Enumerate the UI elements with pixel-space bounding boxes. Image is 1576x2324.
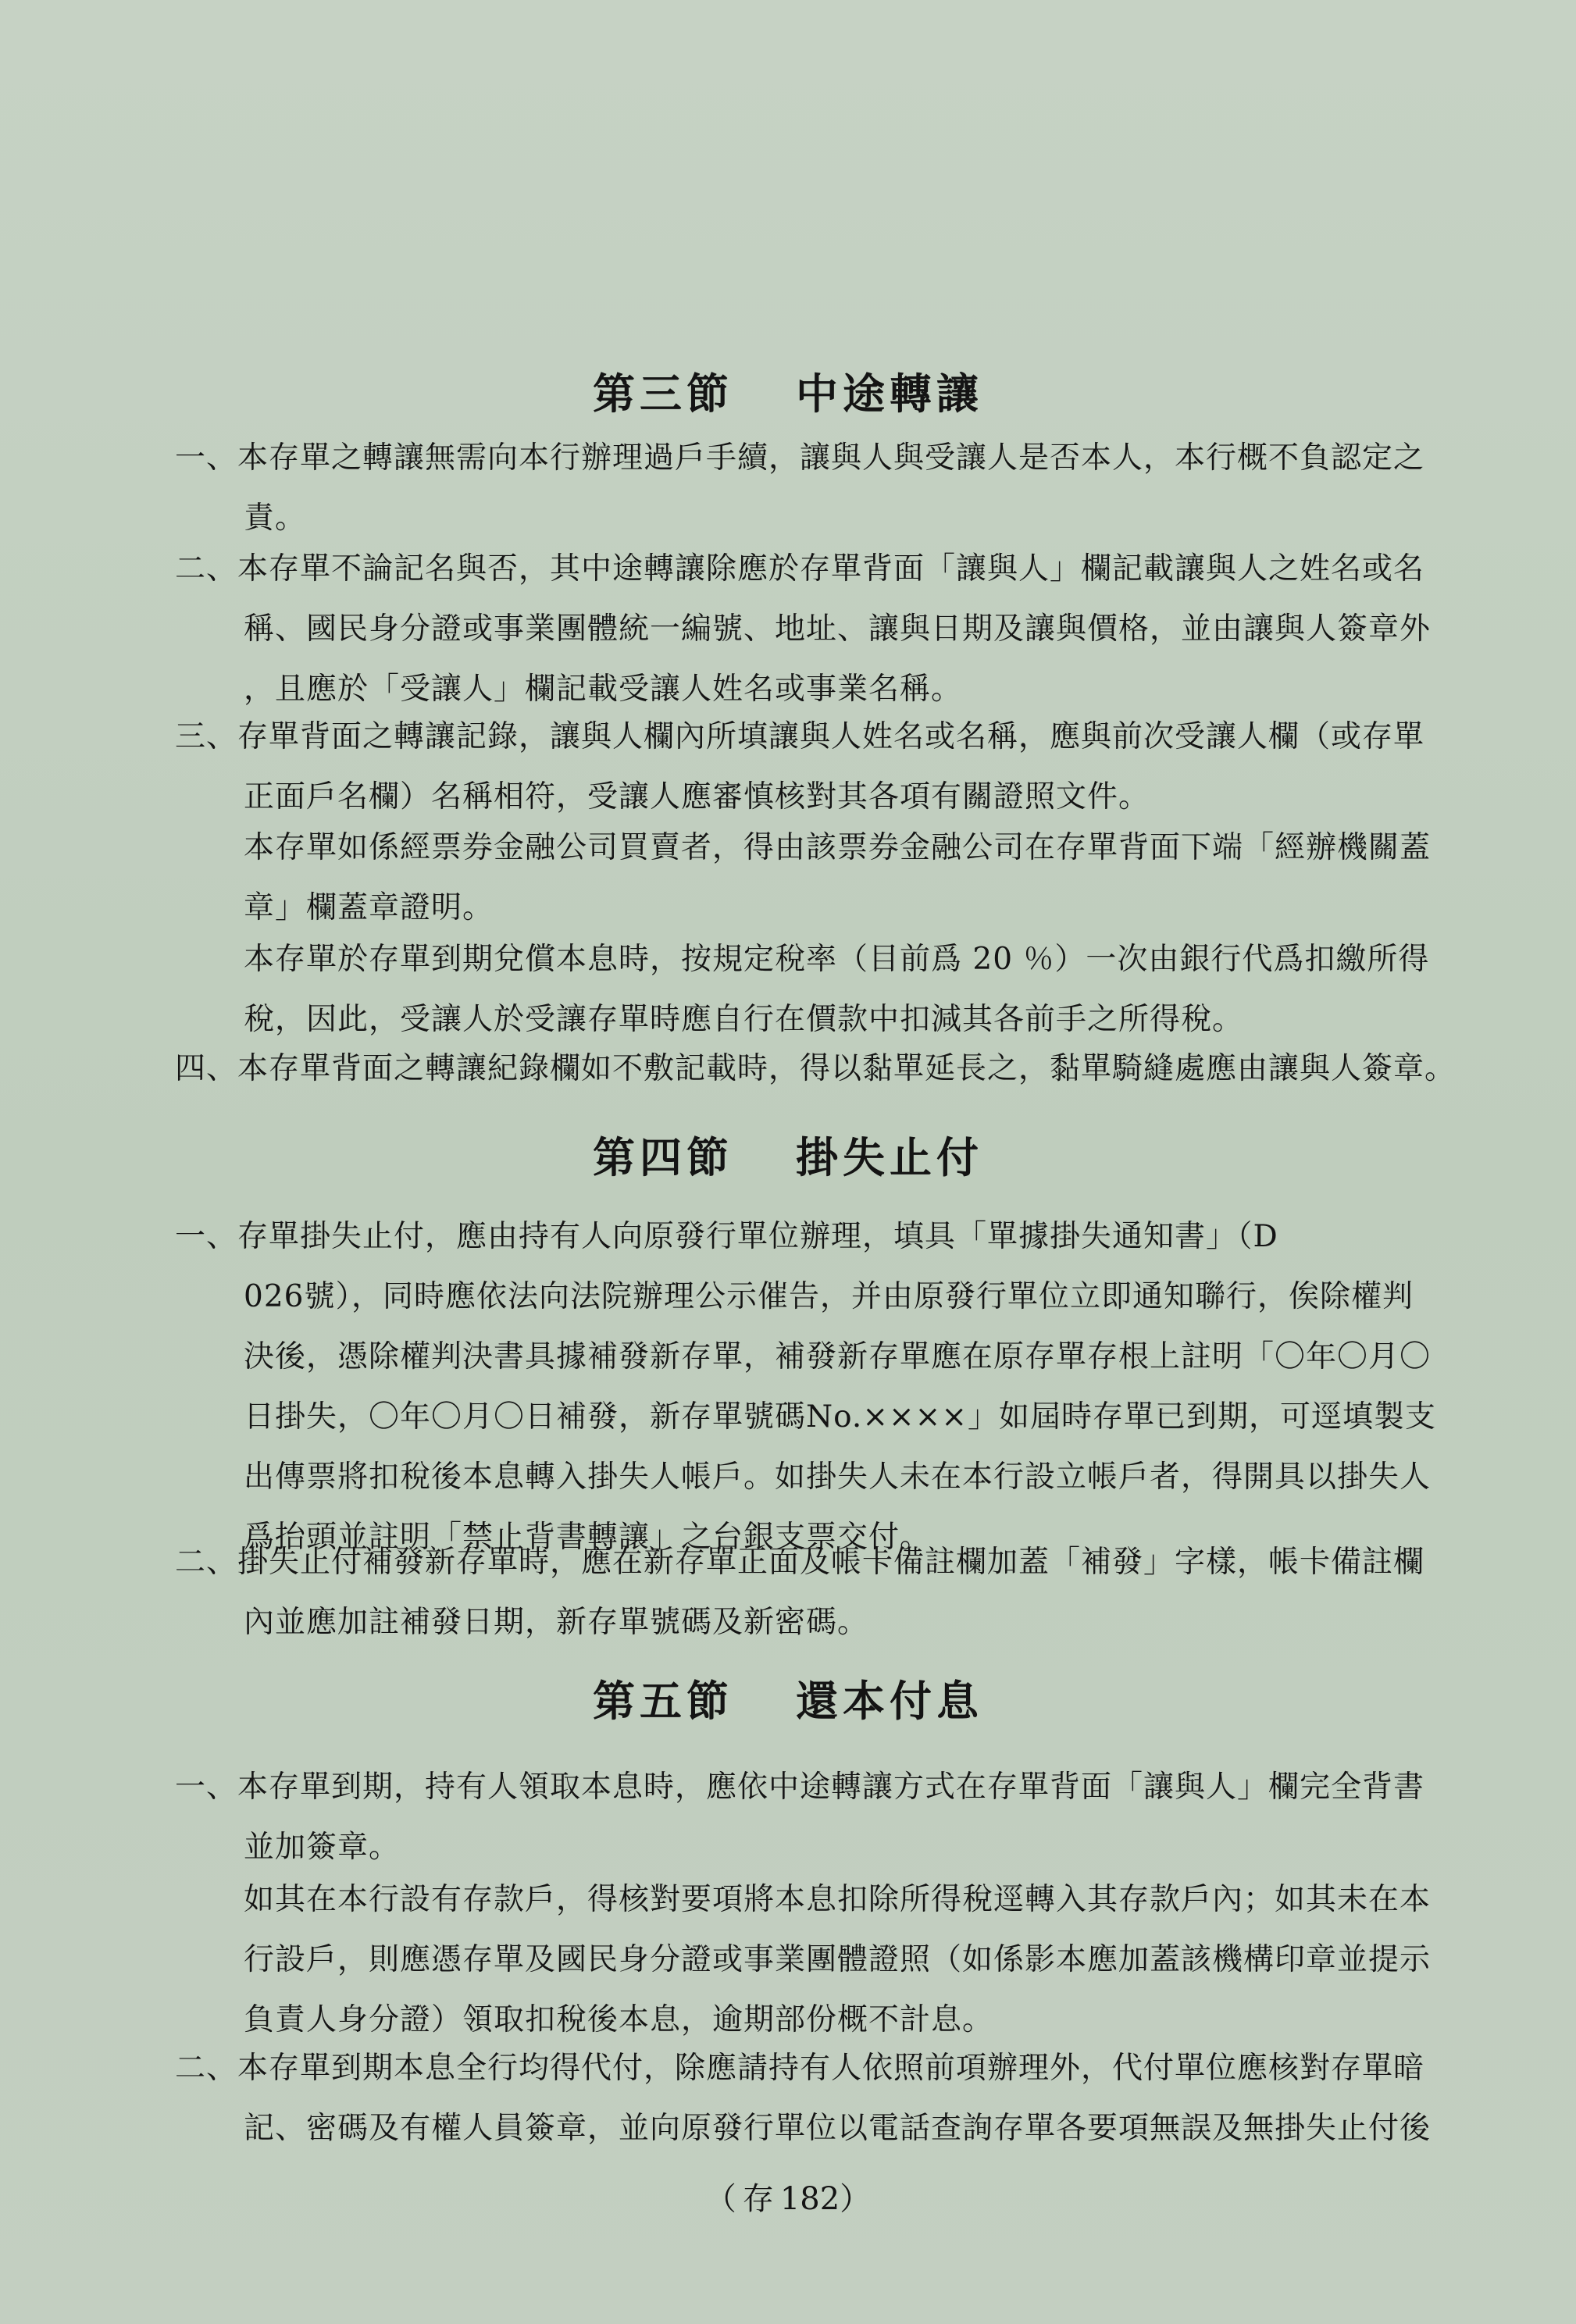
text-line: 稅，因此，受讓人於受讓存單時應自行在價款中扣減其各前手之所得稅。	[244, 1002, 1244, 1037]
section-number: 第四節	[593, 1132, 733, 1182]
item-marker: 二、	[175, 1545, 238, 1580]
text-line: 一、 存單掛失止付，應由持有人向原發行單位辦理，填具「單據掛失通知書」（D	[175, 1207, 1471, 1267]
paragraph	[175, 1039, 1471, 1099]
text-line: 四、 本存單背面之轉讓紀錄欄如不敷記載時，得以黏單延長之，黏單騎縫處應由讓與人簽章。	[175, 1039, 1471, 1099]
paragraph	[175, 818, 1471, 938]
paragraph	[175, 428, 1471, 548]
text-line: 決後，憑除權判決書具據補發新存單，補發新存單應在原存單存根上註明「〇年〇月〇	[244, 1339, 1432, 1374]
paragraph	[175, 2038, 1471, 2158]
item-marker: 二、	[175, 551, 238, 586]
item-marker: 二、	[175, 2051, 238, 2086]
text-line: 二、 本存單到期本息全行均得代付，除應請持有人依照前項辦理外，代付單位應核對存單暗	[175, 2038, 1471, 2098]
text-line: 正面戶名欄）名稱相符，受讓人應審慎核對其各項有關證照文件。	[244, 779, 1150, 814]
text-line: 記、密碼及有權人員簽章，並向原發行單位以電話查詢存單各要項無誤及無掛失止付後	[244, 2111, 1432, 2146]
item-marker: 三、	[175, 719, 238, 754]
item-marker: 四、	[175, 1051, 238, 1086]
text-line: 日掛失，〇年〇月〇日補發，新存單號碼No.××××」如屆時存單已到期，可逕填製支	[244, 1399, 1437, 1435]
text-line: 如其在本行設有存款戶，得核對要項將本息扣除所得稅逕轉入其存款戶內；如其未在本	[244, 1882, 1432, 1917]
text-line: 爲抬頭並註明「禁止背書轉讓」之台銀支票交付。	[244, 1520, 932, 1555]
section-title: 中途轉讓	[796, 369, 983, 419]
paragraph	[175, 539, 1471, 719]
item-marker: 一、	[175, 1770, 238, 1805]
text-line: 本存單如係經票券金融公司買賣者，得由該票券金融公司在存單背面下端「經辦機關蓋	[244, 830, 1432, 865]
text-line: 三、 存單背面之轉讓記錄，讓與人欄內所填讓與人姓名或名稱，應與前次受讓人欄（或存單	[175, 707, 1471, 767]
paragraph	[175, 929, 1471, 1050]
paragraph	[175, 707, 1471, 827]
text-line: 行設戶，則應憑存單及國民身分證或事業團體證照（如係影本應加蓋該機構印章並提示	[244, 1942, 1432, 1977]
text-line: 稱、國民身分證或事業團體統一編號、地址、讓與日期及讓與價格，並由讓與人簽章外	[244, 611, 1432, 647]
section-number: 第三節	[593, 369, 733, 419]
footer-close-paren: ）	[840, 2181, 872, 2217]
footer-open-paren: （	[704, 2181, 736, 2217]
section-heading	[0, 361, 1576, 421]
text-line: 026號），同時應依法向法院辦理公示催告，并由原發行單位立即通知聯行，俟除權判	[244, 1279, 1414, 1314]
paragraph	[175, 1532, 1471, 1652]
section-heading	[0, 1668, 1576, 1728]
paragraph	[175, 1870, 1471, 2050]
item-marker: 一、	[175, 440, 238, 476]
text-line: 一、 本存單之轉讓無需向本行辦理過戶手續，讓與人與受讓人是否本人，本行概不負認定之	[175, 428, 1471, 488]
text-line: 並加簽章。	[244, 1830, 401, 1865]
section-heading	[0, 1125, 1576, 1185]
text-line: 一、 本存單到期，持有人領取本息時，應依中途轉讓方式在存單背面「讓與人」欄完全背書	[175, 1757, 1471, 1817]
paragraph	[175, 1207, 1471, 1567]
section-title: 掛失止付	[796, 1132, 983, 1182]
text-line: 二、 本存單不論記名與否，其中途轉讓除應於存單背面「讓與人」欄記載讓與人之姓名或名	[175, 539, 1471, 599]
text-line: ，且應於「受讓人」欄記載受讓人姓名或事業名稱。	[244, 672, 963, 707]
text-line: 責。	[244, 501, 307, 536]
text-line: 負責人身分證）領取扣稅後本息，逾期部份概不計息。	[244, 2002, 994, 2037]
text-line: 二、 掛失止付補發新存單時，應在新存單正面及帳卡備註欄加蓋「補發」字樣，帳卡備註欄	[175, 1532, 1471, 1592]
text-line: 內並應加註補發日期，新存單號碼及新密碼。	[244, 1605, 869, 1640]
item-marker: 一、	[175, 1219, 238, 1254]
section-title: 還本付息	[796, 1676, 983, 1726]
page-mark: 存	[742, 2181, 774, 2217]
text-line: 出傳票將扣稅後本息轉入掛失人帳戶。如掛失人未在本行設立帳戶者，得開具以掛失人	[244, 1460, 1432, 1495]
page-footer	[0, 2174, 1576, 2219]
text-line: 章」欄蓋章證明。	[244, 890, 494, 925]
text-line: 本存單於存單到期兌償本息時，按規定稅率（目前爲 20 ％）一次由銀行代爲扣繳所得	[244, 942, 1430, 977]
section-number: 第五節	[593, 1676, 733, 1726]
page-number: 182	[779, 2181, 840, 2217]
paragraph	[175, 1757, 1471, 1877]
